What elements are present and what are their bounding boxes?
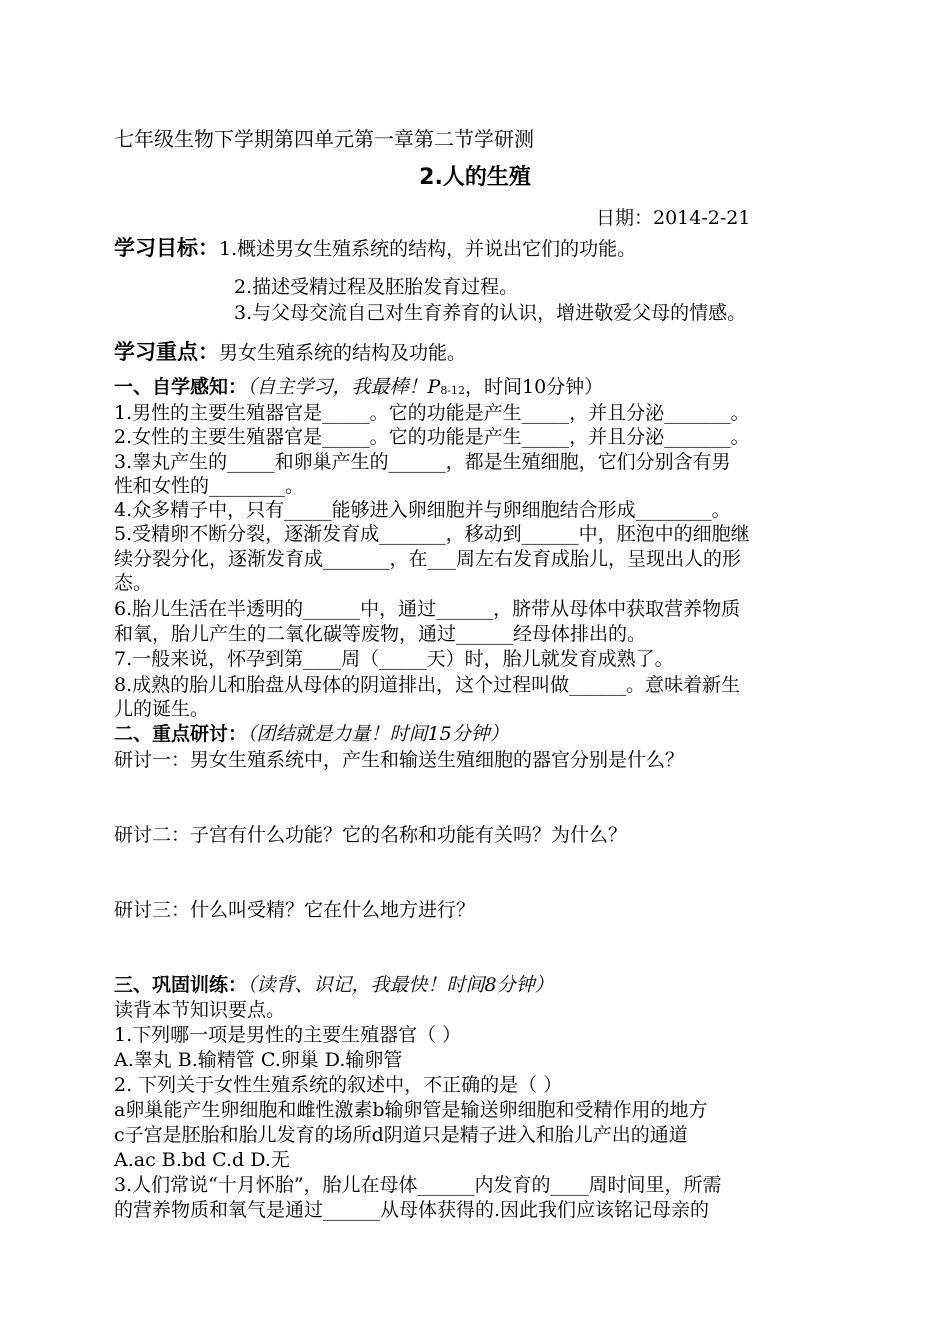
section1-note-a: （自主学习，我最棒！P bbox=[247, 376, 441, 398]
section1-line: 2.女性的主要生殖器官是_____。它的功能是产生_____，并且分泌_______。 bbox=[114, 426, 750, 448]
date-line: 日期：2014-2-21 bbox=[596, 207, 751, 229]
section1-line: 续分裂分化，逐渐发育成_______，在___周左右发育成胎儿，呈现出人的形 bbox=[114, 548, 742, 570]
goal-item: 3.与父母交流自己对生育养育的认识，增进敬爱父母的情感。 bbox=[234, 302, 747, 324]
section1-line: 5.受精卵不断分裂，逐渐发育成_______，移动到______中，胚泡中的细胞继 bbox=[114, 523, 750, 545]
section3-heading bbox=[114, 973, 554, 997]
discussion-1: 研讨一：男女生殖系统中，产生和输送生殖细胞的器官分别是什么？ bbox=[114, 749, 685, 771]
discussion-2: 研讨二：子宫有什么功能？它的名称和功能有关吗？为什么？ bbox=[114, 824, 628, 846]
goal-item: 2.描述受精过程及胚胎发育过程。 bbox=[234, 276, 519, 298]
section1-title: 一、自学感知： bbox=[114, 376, 248, 398]
section3-intro: 读背本节知识要点。 bbox=[114, 999, 286, 1021]
section2-title: 二、重点研讨： bbox=[114, 723, 248, 745]
section1-heading bbox=[114, 375, 603, 403]
section3-note: （读背、识记，我最快！时间8分钟） bbox=[247, 974, 554, 996]
section3-line: 的营养物质和氧气是通过______从母体获得的.因此我们应该铭记母亲的 bbox=[114, 1199, 710, 1221]
section3-line: 1.下列哪一项是男性的主要生殖器官（ ） bbox=[114, 1024, 462, 1046]
section1-line: 性和女性的________。 bbox=[114, 475, 305, 497]
section1-line: 态。 bbox=[114, 572, 153, 594]
section3-line: c子宫是胚胎和胎儿发育的场所d阴道只是精子进入和胎儿产出的通道 bbox=[114, 1124, 688, 1146]
section1-line: 儿的诞生。 bbox=[114, 698, 210, 720]
document-header: 七年级生物下学期第四单元第一章第二节学研测 bbox=[114, 127, 534, 151]
focus-text: 男女生殖系统的结构及功能。 bbox=[219, 342, 467, 364]
section1-note-b: ，时间10分钟） bbox=[465, 376, 604, 398]
section1-line: 和氧，胎儿产生的二氧化碳等废物，通过______经母体排出的。 bbox=[114, 623, 647, 645]
section1-line: 7.一般来说，怀孕到第____周（_____天）时，胎儿就发育成熟了。 bbox=[114, 648, 674, 670]
section1-line: 3.睾丸产生的_____和卵巢产生的______，都是生殖细胞，它们分别含有男 bbox=[114, 451, 731, 473]
section2-note: （团结就是力量！时间15分钟） bbox=[247, 723, 509, 745]
focus-label: 学习重点： bbox=[114, 340, 219, 364]
goals-line-1 bbox=[114, 236, 636, 261]
section1-note-sub: 8-12 bbox=[440, 384, 466, 397]
section3-line: A.ac B.bd C.d D.无 bbox=[114, 1149, 290, 1171]
section3-line: A.睾丸 B.输精管 C.卵巢 D.输卵管 bbox=[114, 1049, 403, 1071]
section3-line: 2. 下列关于女性生殖系统的叙述中，不正确的是（ ） bbox=[114, 1074, 563, 1096]
page-title: 2.人的生殖 bbox=[419, 165, 531, 190]
section2-heading bbox=[114, 722, 509, 746]
section1-line: 6.胎儿生活在半透明的______中，通过______，脐带从母体中获取营养物质 bbox=[114, 598, 741, 620]
section1-line: 1.男性的主要生殖器官是_____。它的功能是产生_____，并且分泌_______。 bbox=[114, 402, 750, 424]
goals-label: 学习目标： bbox=[114, 236, 219, 260]
discussion-3: 研讨三：什么叫受精？它在什么地方进行？ bbox=[114, 899, 476, 921]
section1-line: 8.成熟的胎儿和胎盘从母体的阴道排出，这个过程叫做______。意味着新生 bbox=[114, 674, 741, 696]
goal-item: 1.概述男女生殖系统的结构，并说出它们的功能。 bbox=[219, 238, 637, 260]
section3-title: 三、巩固训练： bbox=[114, 974, 248, 996]
section3-line: a卵巢能产生卵细胞和雌性激素b输卵管是输送卵细胞和受精作用的地方 bbox=[114, 1099, 708, 1121]
focus-line bbox=[114, 340, 466, 365]
section1-line: 4.众多精子中，只有_____能够进入卵细胞并与卵细胞结合形成________。 bbox=[114, 499, 731, 521]
section3-line: 3.人们常说“十月怀胎”，胎儿在母体______内发育的____周时间里，所需 bbox=[114, 1174, 722, 1196]
